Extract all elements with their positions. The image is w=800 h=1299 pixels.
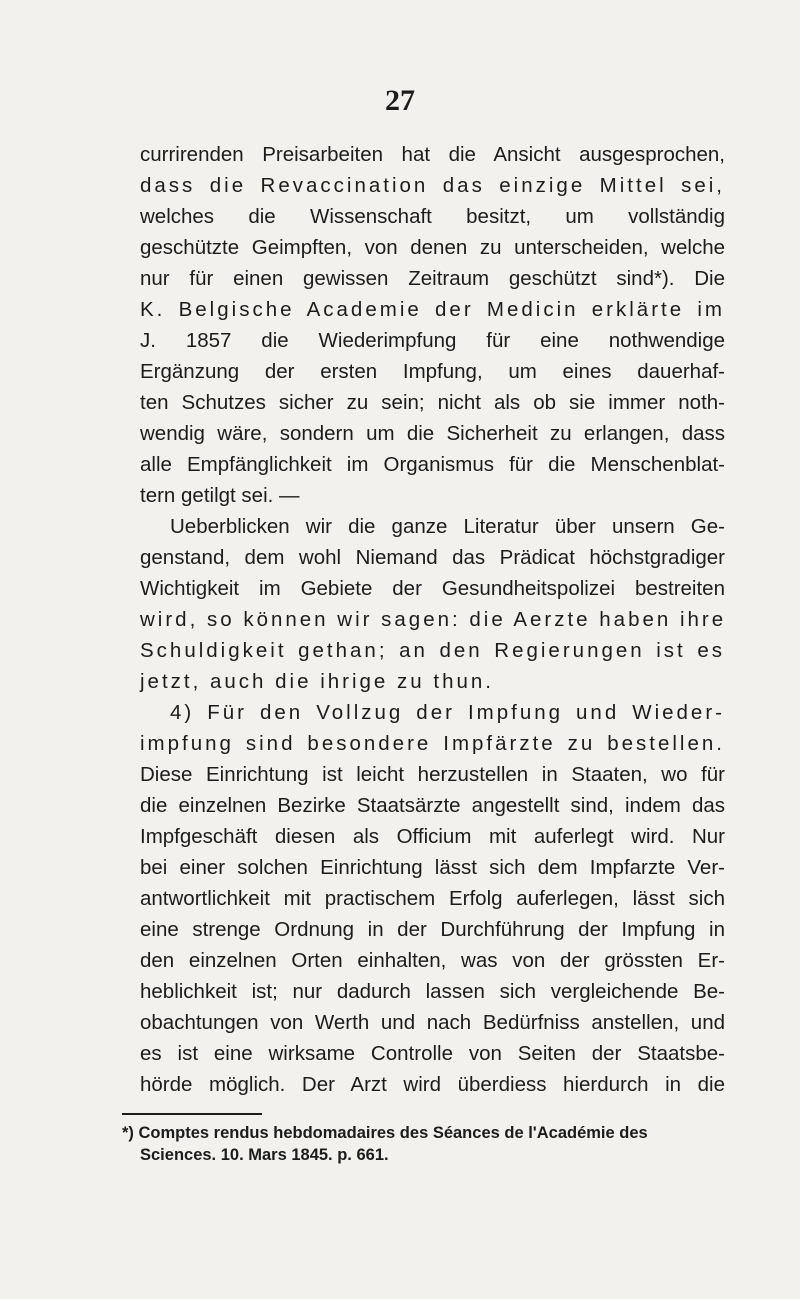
text-line: tern getilgt sei. —	[140, 484, 300, 507]
text-line: wendig wäre, sondern um die Sicherheit zu erlangen, dass	[140, 422, 725, 445]
text-line: es ist eine wirksame Controlle von Seiten der Staatsbe-	[140, 1042, 725, 1065]
text-line: ten Schutzes sicher zu sein; nicht als ob sie immer noth-	[140, 391, 725, 414]
text-line: die einzelnen Bezirke Staatsärzte angestellt sind, indem das	[140, 794, 725, 817]
text-line: Schuldigkeit gethan; an den Regierungen ist es	[140, 639, 725, 662]
text-line: Ergänzung der ersten Impfung, um eines dauerhaf-	[140, 360, 725, 383]
text-line: Wichtigkeit im Gebiete der Gesundheitspolizei bestreiten	[140, 577, 725, 600]
text-line: geschützte Geimpften, von denen zu unterscheiden, welche	[140, 236, 725, 259]
text-line: Impfgeschäft diesen als Officium mit auferlegt wird. Nur	[140, 825, 725, 848]
text-line: impfung sind besondere Impfärzte zu bestellen.	[140, 732, 725, 755]
text-line: den einzelnen Orten einhalten, was von der grössten Er-	[140, 949, 725, 972]
text-line: dass die Revaccination das einzige Mittel sei,	[140, 174, 725, 197]
text-line: alle Empfänglichkeit im Organismus für die Menschenblat-	[140, 453, 725, 476]
text-line: bei einer solchen Einrichtung lässt sich dem Impfarzte Ver-	[140, 856, 725, 879]
text-line: eine strenge Ordnung in der Durchführung der Impfung in	[140, 918, 725, 941]
footnote-divider	[122, 1113, 262, 1115]
text-line: jetzt, auch die ihrige zu thun.	[140, 670, 494, 693]
text-line: obachtungen von Werth und nach Bedürfniss anstellen, und	[140, 1011, 725, 1034]
text-line: welches die Wissenschaft besitzt, um vollständig	[140, 205, 725, 228]
text-line: genstand, dem wohl Niemand das Prädicat höchstgradiger	[140, 546, 725, 569]
page-number: 27	[385, 84, 415, 117]
footnote-line: Sciences. 10. Mars 1845. p. 661.	[140, 1146, 389, 1164]
text-line: antwortlichkeit mit practischem Erfolg auferlegen, lässt sich	[140, 887, 725, 910]
text-line: heblichkeit ist; nur dadurch lassen sich vergleichende Be-	[140, 980, 725, 1003]
text-line: J. 1857 die Wiederimpfung für eine nothwendige	[140, 329, 725, 352]
text-line: currirenden Preisarbeiten hat die Ansicht ausgesprochen,	[140, 143, 725, 166]
text-line: wird, so können wir sagen: die Aerzte haben ihre	[140, 608, 727, 631]
text-line: hörde möglich. Der Arzt wird überdiess hierdurch in die	[140, 1073, 725, 1096]
footnote-line: *) Comptes rendus hebdomadaires des Séances de l'Académie des	[122, 1124, 648, 1142]
text-line: K. Belgische Academie der Medicin erklärte im	[140, 298, 725, 321]
text-line: Ueberblicken wir die ganze Literatur über unsern Ge-	[170, 515, 725, 538]
text-line: Diese Einrichtung ist leicht herzustellen in Staaten, wo für	[140, 763, 725, 786]
text-line: nur für einen gewissen Zeitraum geschützt sind*). Die	[140, 267, 725, 290]
text-line: 4) Für den Vollzug der Impfung und Wieder-	[170, 701, 725, 724]
